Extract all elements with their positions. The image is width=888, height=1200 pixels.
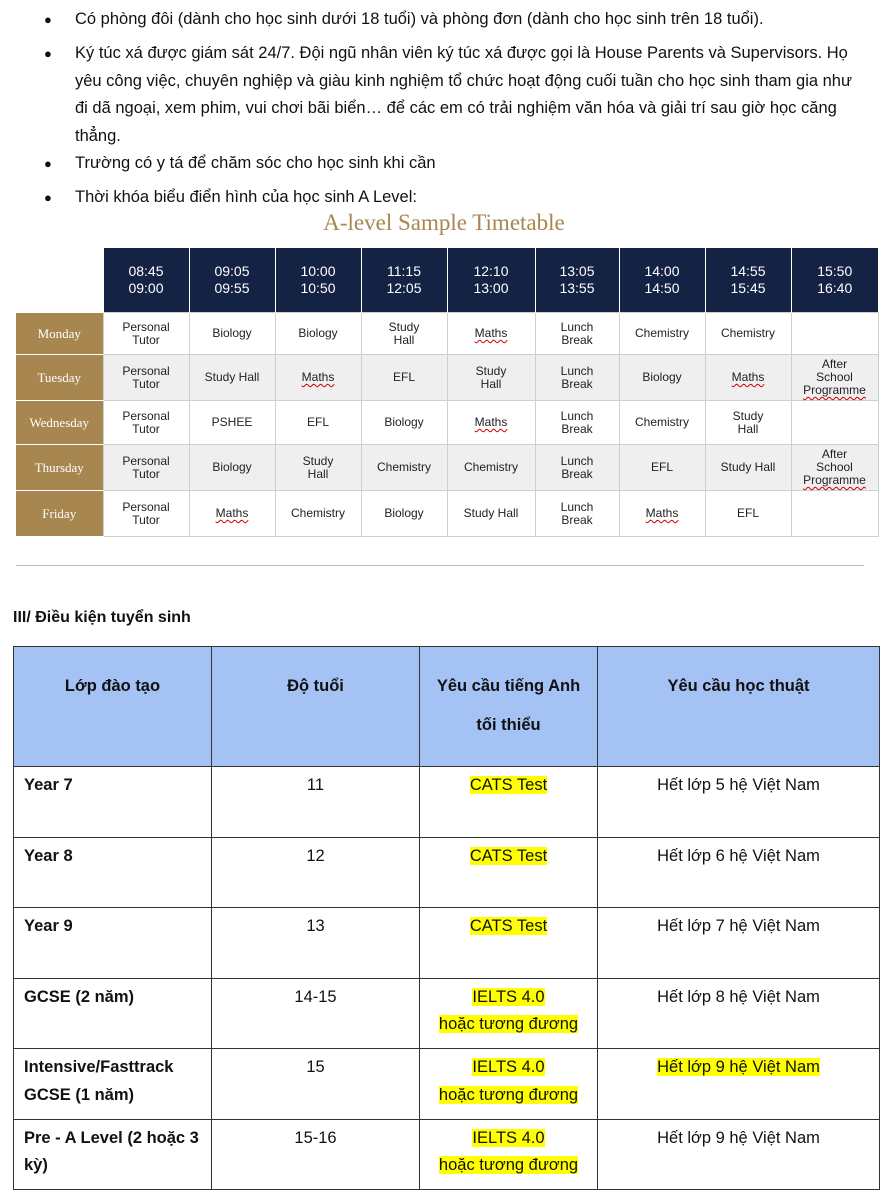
timetable-cell: [705, 313, 791, 355]
timetable-cell: [361, 355, 447, 401]
time-label: 09:05: [214, 263, 250, 279]
cell-text: Lunch: [560, 453, 594, 468]
cell-text: Break: [561, 376, 593, 391]
table-row: [14, 1049, 880, 1120]
timetable-corner: [16, 248, 103, 313]
timetable-cell: [189, 401, 275, 445]
bullet-text: Trường có y tá để chăm sóc cho học sinh khi cần: [75, 154, 436, 172]
academic-cell: [598, 767, 880, 838]
cell-text: Biology: [384, 415, 424, 429]
english-requirement: CATS Test: [469, 776, 548, 794]
english-cell: [420, 1049, 598, 1120]
timetable-cell: [791, 313, 878, 355]
timetable-cell: [705, 491, 791, 537]
level-cell: Intensive/Fasttrack GCSE (1 năm): [14, 1049, 212, 1120]
timetable-cell: [535, 491, 619, 537]
english-requirement: hoặc tương đương: [438, 1156, 579, 1174]
timetable-cell: [275, 355, 361, 401]
timetable-time-header: [275, 248, 361, 313]
timetable-cell: [619, 401, 705, 445]
admission-header: [14, 647, 212, 767]
header-text: Lớp đào tạo: [64, 677, 161, 695]
bullet-icon: ●: [44, 156, 52, 171]
timetable-cell: [791, 445, 878, 491]
header-text: Yêu cầu học thuật: [667, 677, 810, 695]
timetable-cell: [103, 445, 189, 491]
cell-text: Personal: [122, 499, 170, 514]
admission-header: [598, 647, 880, 767]
timetable-cell: [705, 445, 791, 491]
timetable-cell: [619, 491, 705, 537]
timetable-time-header: [791, 248, 878, 313]
timetable-cell: [619, 313, 705, 355]
age-cell: 12: [212, 837, 420, 908]
table-row: [14, 1119, 880, 1190]
cell-text: EFL: [306, 415, 329, 429]
cell-text: Maths: [474, 326, 508, 340]
english-requirement: hoặc tương đương: [438, 1085, 579, 1104]
time-label: 08:45: [128, 263, 164, 279]
cell-text: Hall: [307, 466, 329, 481]
timetable-cell: [189, 355, 275, 401]
timetable-cell: [791, 401, 878, 445]
timetable-cell: [275, 401, 361, 445]
cell-text: School: [816, 370, 853, 384]
cell-text: Study Hall: [463, 506, 519, 520]
cell-text: Hall: [480, 376, 502, 391]
cell-text: Lunch: [560, 363, 594, 378]
cell-text: Chemistry: [634, 326, 689, 340]
english-requirement: IELTS 4.0: [472, 1128, 545, 1147]
cell-text: Biology: [212, 326, 252, 340]
timetable-cell: [447, 445, 535, 491]
cell-text: PSHEE: [211, 415, 253, 429]
time-label: 14:00: [644, 263, 680, 279]
level-cell: Year 9: [14, 908, 212, 979]
timetable-cell: [535, 445, 619, 491]
header-text: Độ tuổi: [287, 677, 344, 695]
english-cell: [420, 1119, 598, 1190]
cell-text: Hall: [737, 421, 759, 436]
cell-text: EFL: [650, 460, 673, 474]
english-requirement: hoặc tương đương: [438, 1015, 579, 1033]
cell-text: EFL: [736, 506, 759, 520]
time-label: 13:00: [473, 280, 509, 296]
timetable-cell: [103, 355, 189, 401]
admission-header: [212, 647, 420, 767]
bullet-text: Ký túc xá được giám sát 24/7. Đội ngũ nhân viên ký túc xá được gọi là House Parents và Supervisors. Họ yêu công việc, chuyên nghiệp và giàu kinh nghiệm tổ chức hoạt động cuối tuần cho học sinh tham gia như đi dã ngoại, xem phim, vui chơi bãi biển… để các em có trải nghiệm văn hóa và giải trí sau giờ học căng thẳng.: [75, 44, 853, 145]
cell-text: Lunch: [560, 408, 594, 423]
english-cell: [420, 978, 598, 1049]
table-row: [14, 837, 880, 908]
timetable-cell: [705, 355, 791, 401]
timetable-day: Monday: [16, 313, 103, 355]
age-cell: 11: [212, 767, 420, 838]
age-cell: 13: [212, 908, 420, 979]
cell-text: Tutor: [132, 512, 160, 527]
bullet-text: Có phòng đôi (dành cho học sinh dưới 18 tuổi) và phòng đơn (dành cho học sinh trên 18 tuổi).: [75, 10, 764, 28]
timetable-cell: [535, 355, 619, 401]
academic-requirement: Hết lớp 9 hệ Việt Nam: [657, 1058, 820, 1076]
cell-text: Chemistry: [290, 506, 345, 520]
cell-text: Study: [388, 319, 420, 334]
time-label: 15:45: [730, 280, 766, 296]
timetable-day: Friday: [16, 491, 103, 537]
timetable-cell: [705, 401, 791, 445]
level-cell: Pre - A Level (2 hoặc 3 kỳ): [14, 1119, 212, 1190]
english-cell: [420, 767, 598, 838]
cell-text: Maths: [474, 415, 508, 429]
section-title: III/ Điều kiện tuyển sinh: [13, 609, 191, 626]
timetable-cell: [103, 401, 189, 445]
cell-text: Study: [732, 408, 764, 423]
timetable-cell: [535, 401, 619, 445]
cell-text: Tutor: [132, 421, 160, 436]
cell-text: Break: [561, 421, 593, 436]
timetable-day: Tuesday: [16, 355, 103, 401]
timetable-day: Thursday: [16, 445, 103, 491]
english-requirement: IELTS 4.0: [472, 987, 545, 1006]
academic-requirement: Hết lớp 9 hệ Việt Nam: [657, 1128, 820, 1147]
admission-table: [13, 646, 880, 1190]
timetable-time-header: [705, 248, 791, 313]
timetable-cell: [361, 491, 447, 537]
cell-text: Study: [475, 363, 507, 378]
level-cell: Year 8: [14, 837, 212, 908]
academic-requirement: Hết lớp 8 hệ Việt Nam: [657, 987, 820, 1006]
cell-text: Personal: [122, 319, 170, 334]
cell-text: After: [821, 357, 848, 371]
timetable-cell: [791, 355, 878, 401]
cell-text: Chemistry: [463, 460, 518, 474]
cell-text: Biology: [298, 326, 338, 340]
table-row: [14, 767, 880, 838]
table-row: [14, 978, 880, 1049]
cell-text: Break: [561, 512, 593, 527]
cell-text: Tutor: [132, 332, 160, 347]
level-cell: Year 7: [14, 767, 212, 838]
time-label: 14:50: [644, 280, 680, 296]
academic-requirement: Hết lớp 7 hệ Việt Nam: [657, 917, 820, 935]
cell-text: Study Hall: [720, 460, 776, 474]
cell-text: Personal: [122, 408, 170, 423]
cell-text: Lunch: [560, 319, 594, 334]
time-label: 10:50: [300, 280, 336, 296]
academic-cell: [598, 1049, 880, 1120]
timetable-cell: [447, 491, 535, 537]
timetable-cell: [189, 313, 275, 355]
timetable-day: Wednesday: [16, 401, 103, 445]
cell-text: Break: [561, 466, 593, 481]
bullet-text: Thời khóa biểu điển hình của học sinh A Level:: [75, 188, 417, 206]
timetable-cell: [535, 313, 619, 355]
timetable-cell: [103, 313, 189, 355]
bullet-icon: ●: [44, 12, 52, 27]
cell-text: Chemistry: [634, 415, 689, 429]
bullet-icon: ●: [44, 46, 52, 61]
cell-text: Study: [302, 453, 334, 468]
time-label: 12:10: [473, 263, 509, 279]
cell-text: Hall: [393, 332, 415, 347]
age-cell: 14-15: [212, 978, 420, 1049]
english-requirement: IELTS 4.0: [472, 1058, 545, 1076]
english-requirement: CATS Test: [469, 846, 548, 865]
timetable-cell: [619, 445, 705, 491]
timetable-cell: [275, 313, 361, 355]
academic-requirement: Hết lớp 5 hệ Việt Nam: [657, 776, 820, 794]
cell-text: Chemistry: [720, 326, 775, 340]
academic-cell: [598, 1119, 880, 1190]
academic-requirement: Hết lớp 6 hệ Việt Nam: [657, 846, 820, 865]
english-requirement: CATS Test: [469, 917, 548, 935]
time-label: 13:05: [559, 263, 595, 279]
timetable-cell: [103, 491, 189, 537]
cell-text: After: [821, 447, 848, 461]
age-cell: 15: [212, 1049, 420, 1120]
cell-text: Personal: [122, 363, 170, 378]
time-label: 13:55: [559, 280, 595, 296]
cell-text: Break: [561, 332, 593, 347]
timetable-cell: [447, 313, 535, 355]
timetable-cell: [447, 355, 535, 401]
cell-text: Lunch: [560, 499, 594, 514]
timetable-time-header: [189, 248, 275, 313]
cell-text: Maths: [731, 370, 765, 384]
cell-text: School: [816, 460, 853, 474]
cell-text: Study Hall: [204, 370, 260, 384]
cell-text: Biology: [212, 460, 252, 474]
academic-cell: [598, 837, 880, 908]
bullet-icon: ●: [44, 190, 52, 205]
timetable-cell: [275, 491, 361, 537]
time-label: 09:55: [214, 280, 250, 296]
english-cell: [420, 837, 598, 908]
cell-text: EFL: [392, 370, 415, 384]
timetable-time-header: [103, 248, 189, 313]
timetable-cell: [189, 445, 275, 491]
timetable-cell: [619, 355, 705, 401]
timetable-time-header: [447, 248, 535, 313]
cell-text: Programme: [803, 473, 866, 487]
timetable-time-header: [535, 248, 619, 313]
timetable-cell: [447, 401, 535, 445]
timetable-cell: [275, 445, 361, 491]
time-label: 12:05: [386, 280, 422, 296]
timetable: [16, 248, 879, 537]
time-label: 14:55: [730, 263, 766, 279]
cell-text: Personal: [122, 453, 170, 468]
age-cell: 15-16: [212, 1119, 420, 1190]
header-text: tối thiểu: [476, 716, 541, 734]
timetable-cell: [361, 401, 447, 445]
timetable-cell: [189, 491, 275, 537]
academic-cell: [598, 978, 880, 1049]
table-row: [14, 908, 880, 979]
english-cell: [420, 908, 598, 979]
cell-text: Tutor: [132, 376, 160, 391]
cell-text: Biology: [642, 370, 682, 384]
timetable-cell: [361, 445, 447, 491]
timetable-time-header: [361, 248, 447, 313]
time-label: 16:40: [817, 280, 853, 296]
time-label: 11:15: [387, 263, 421, 279]
time-label: 10:00: [300, 263, 336, 279]
timetable-cell: [791, 491, 878, 537]
level-cell: GCSE (2 năm): [14, 978, 212, 1049]
cell-text: Tutor: [132, 466, 160, 481]
time-label: 09:00: [128, 280, 164, 296]
divider: [16, 565, 864, 566]
timetable-title: A-level Sample Timetable: [323, 210, 565, 235]
cell-text: Chemistry: [376, 460, 431, 474]
time-label: 15:50: [817, 263, 853, 279]
cell-text: Maths: [215, 506, 249, 520]
cell-text: Programme: [803, 383, 866, 397]
cell-text: Biology: [384, 506, 424, 520]
admission-header: [420, 647, 598, 767]
header-text: Yêu cầu tiếng Anh: [436, 677, 581, 695]
cell-text: Maths: [645, 506, 679, 520]
timetable-cell: [361, 313, 447, 355]
cell-text: Maths: [301, 370, 335, 384]
timetable-time-header: [619, 248, 705, 313]
academic-cell: [598, 908, 880, 979]
